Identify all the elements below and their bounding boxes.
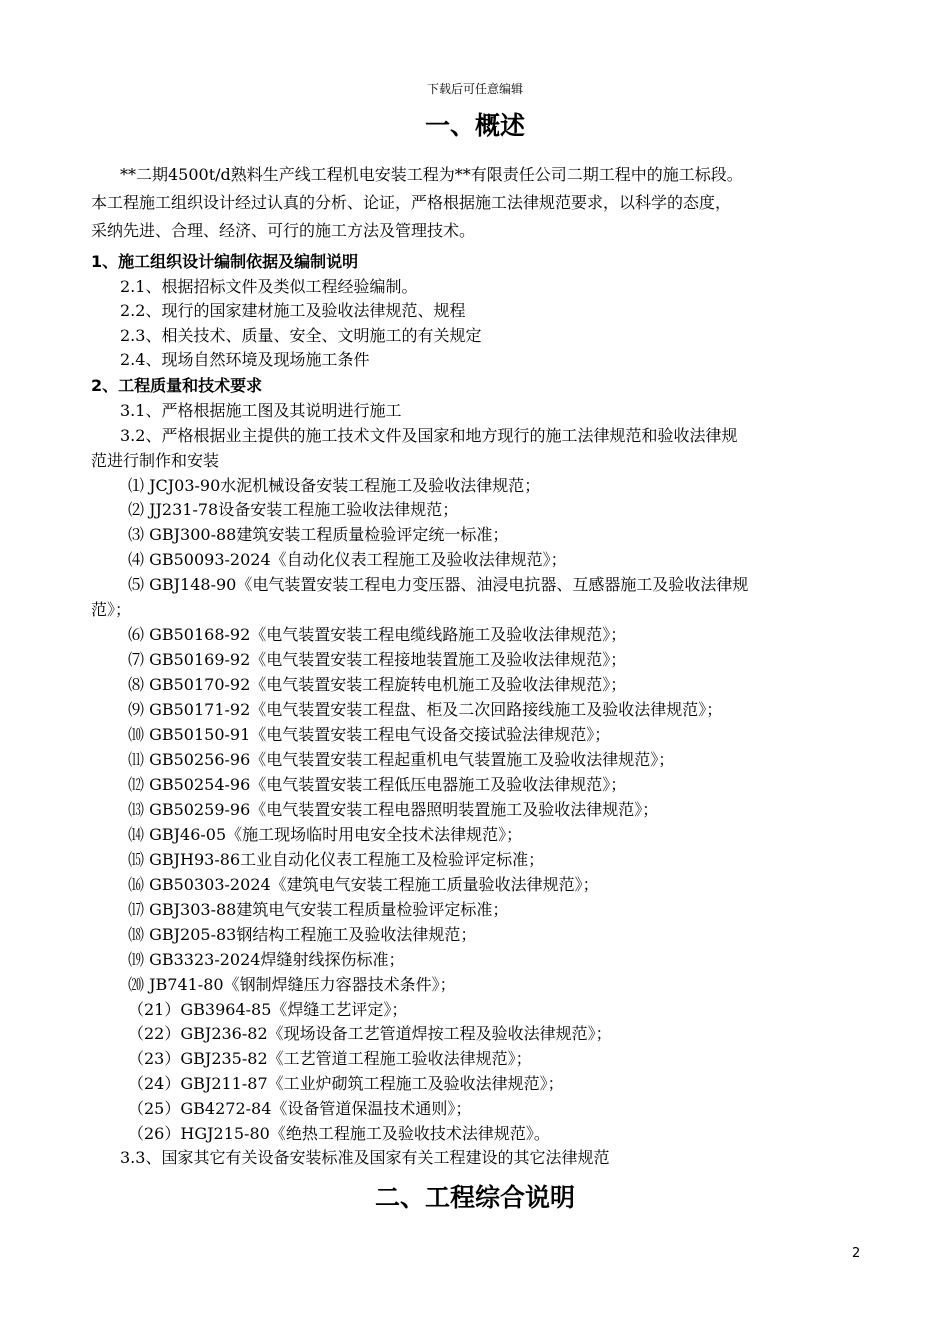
page-header: 下载后可任意编辑: [426, 82, 523, 96]
standard-item: ⒅ GBJ205-83钢结构工程施工及验收法律规范；: [128, 925, 477, 944]
list-item: 2.2、现行的国家建材施工及验收法律规范、规程: [120, 301, 466, 320]
intro-line: 采纳先进、合理、经济、可行的施工方法及管理技术。: [91, 221, 476, 240]
standard-item: ⒁ GBJ46-05《施工现场临时用电安全技术法律规范》；: [128, 825, 523, 844]
standard-item: ⑷ GB50093-2024《自动化仪表工程施工及验收法律规范》；: [128, 550, 567, 569]
standard-item: ⒃ GB50303-2024《建筑电气安装工程施工质量验收法律规范》；: [128, 875, 599, 894]
standard-item: （26）HGJ215-80《绝热工程施工及验收技术法律规范》。: [128, 1124, 550, 1143]
standard-item: ⑾ GB50256-96《电气装置安装工程起重机电气装置施工及验收法律规范》；: [128, 750, 675, 769]
standard-item: ⒄ GBJ303-88建筑电气安装工程质量检验评定标准；: [128, 900, 509, 919]
standard-item: ⑸ GBJ148-90《电气装置安装工程电力变压器、油浸电抗器、互感器施工及验收法律规: [128, 575, 749, 594]
standard-item: ⑿ GB50254-96《电气装置安装工程低压电器施工及验收法律规范》；: [128, 775, 627, 794]
standard-item: （25）GB4272-84《设备管道保温技术通则》；: [128, 1099, 472, 1118]
standard-item: （22）GBJ236-82《现场设备工艺管道焊按工程及验收法律规范》；: [128, 1024, 612, 1043]
standard-item: ⒂ GBJH93-86工业自动化仪表工程施工及检验评定标准；: [128, 850, 545, 869]
standard-item: ⑵ JJ231-78设备安装工程施工验收法律规范；: [128, 500, 459, 519]
list-item: 3.3、国家其它有关设备安装标准及国家有关工程建设的其它法律规范: [120, 1148, 610, 1167]
heading-overview: 一、概述: [424, 111, 525, 140]
list-item: 2.3、相关技术、质量、安全、文明施工的有关规定: [120, 326, 482, 345]
standard-item: ⑼ GB50171-92《电气装置安装工程盘、柜及二次回路接线施工及验收法律规范》；: [128, 700, 723, 719]
standard-item: ⑶ GBJ300-88建筑安装工程质量检验评定统一标准；: [128, 525, 509, 544]
standard-item: ⑴ JCJ03-90水泥机械设备安装工程施工及验收法律规范；: [128, 476, 541, 495]
standard-item: 范》；: [91, 600, 132, 619]
list-item: 3.1、严格根据施工图及其说明进行施工: [120, 401, 402, 420]
standard-item: （23）GBJ235-82《工艺管道工程施工验收法律规范》；: [128, 1049, 532, 1068]
section-heading: 2、工程质量和技术要求: [91, 376, 263, 395]
standard-item: ⒇ JB741-80《钢制焊缝压力容器技术条件》；: [128, 975, 456, 994]
page-number: 2: [852, 1246, 861, 1261]
list-item: 范进行制作和安装: [91, 451, 220, 470]
intro-line: 本工程施工组织设计经过认真的分析、论证，严格根据施工法律规范要求，以科学的态度，: [91, 193, 732, 212]
intro-line: **二期4500t/d熟料生产线工程机电安装工程为**有限责任公司二期工程中的施工标段。: [120, 165, 743, 184]
standard-item: （24）GBJ211-87《工业炉砌筑工程施工及验收法律规范》；: [128, 1074, 564, 1093]
standard-item: ⑺ GB50169-92《电气装置安装工程接地装置施工及验收法律规范》；: [128, 650, 627, 669]
list-item: 2.4、现场自然环境及现场施工条件: [120, 350, 370, 369]
standard-item: ⒀ GB50259-96《电气装置安装工程电器照明装置施工及验收法律规范》；: [128, 800, 659, 819]
standard-item: ⑹ GB50168-92《电气装置安装工程电缆线路施工及验收法律规范》；: [128, 625, 627, 644]
standard-item: ⑻ GB50170-92《电气装置安装工程旋转电机施工及验收法律规范》；: [128, 675, 627, 694]
heading-project-overview: 二、工程综合说明: [374, 1183, 575, 1212]
standard-item: ⑽ GB50150-91《电气装置安装工程电气设备交接试验法律规范》；: [128, 725, 611, 744]
list-item: 2.1、根据招标文件及类似工程经验编制。: [120, 277, 418, 296]
section-heading: 1、施工组织设计编制依据及编制说明: [91, 252, 359, 271]
list-item: 3.2、严格根据业主提供的施工技术文件及国家和地方现行的施工法律规范和验收法律规: [120, 426, 738, 445]
standard-item: ⒆ GB3323-2024焊缝射线探伤标准；: [128, 950, 405, 969]
standard-item: （21）GB3964-85《焊缝工艺评定》；: [128, 1000, 408, 1019]
